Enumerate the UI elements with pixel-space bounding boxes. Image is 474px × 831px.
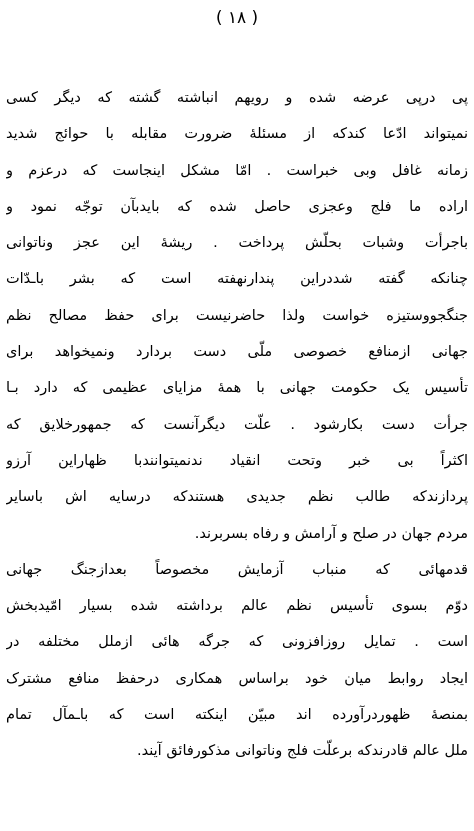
text-line: نمیتواند ادّعا کندکه از مسئلهٔ ضرورت مقابله با حوائج شدید — [6, 126, 468, 143]
text-line: پی درپی عرضه شده و رویهم انباشته گشته که دیگر کسی — [6, 90, 468, 106]
text-line: بمنصهٔ ظهوردرآورده اند مبیّن اینکته است که باـمآل تمام — [6, 707, 468, 724]
text-line: تأسیس یک حکومت جهانی با همهٔ مزایای عظیمی که دارد بـا — [6, 380, 468, 397]
text-line: اراده ما فلج وعجزی حاصل شده که بایدبآن توجّه نمود و — [6, 198, 468, 215]
text-line: زمانه غافل وبی خبراست . امّا مشکل اینجاست که درعزم و — [6, 162, 468, 179]
text-line: جرأت دست بکارشود . علّت دیگرآنست که جمهورخلایق که — [6, 416, 468, 433]
page-number: ( ۱۸ ) — [215, 8, 259, 28]
text-line: باجرأت وشبات بحلّش پرداخت . ریشهٔ این عجز وناتوانی — [6, 235, 468, 252]
text-line: است . تمایل روزافزونی که جرگه هائی ازملل مختلفه در — [6, 634, 468, 651]
text-line: دوّم بسوی تأسیس نظم عالم برداشته شده بسیار امّیدبخش — [6, 598, 468, 615]
body-text — [6, 80, 468, 770]
text-line: مردم جهان در صلح و آرامش و رفاه بسربرند. — [194, 525, 468, 542]
text-line: جنگجووستیزه خواست ولذا حاضرنیست برای حفظ مصالح نظم — [6, 307, 468, 324]
text-line: چنانکه گفته شددراین پندارنهفته است که بشر باـدّات — [6, 271, 468, 288]
text-line: قدمهائی که منباب آزمایش مخصوصاً بعدازجنگ جهانی — [6, 561, 468, 578]
paragraph-2 — [6, 552, 468, 770]
text-line: اکثراً بی خبر وتحت انقیاد ندنمیتوانندبا ظهاراین آرزو — [6, 452, 468, 469]
text-line: ایجاد روابط میان خود براساس همکاری درحفظ منافع مشترک — [6, 670, 468, 687]
text-line: ملل عالم قادرندکه برعلّت فلج وناتوانی مذکورفائق آیند. — [137, 743, 468, 760]
text-line: جهانی ازمنافع خصوصی ملّی دست بردارد ونمیخواهد برای — [6, 344, 468, 361]
text-line: پردازندکه طالب نظم جدیدی هستندکه درسایه اش باسایر — [6, 489, 468, 506]
paragraph-1 — [6, 80, 468, 552]
